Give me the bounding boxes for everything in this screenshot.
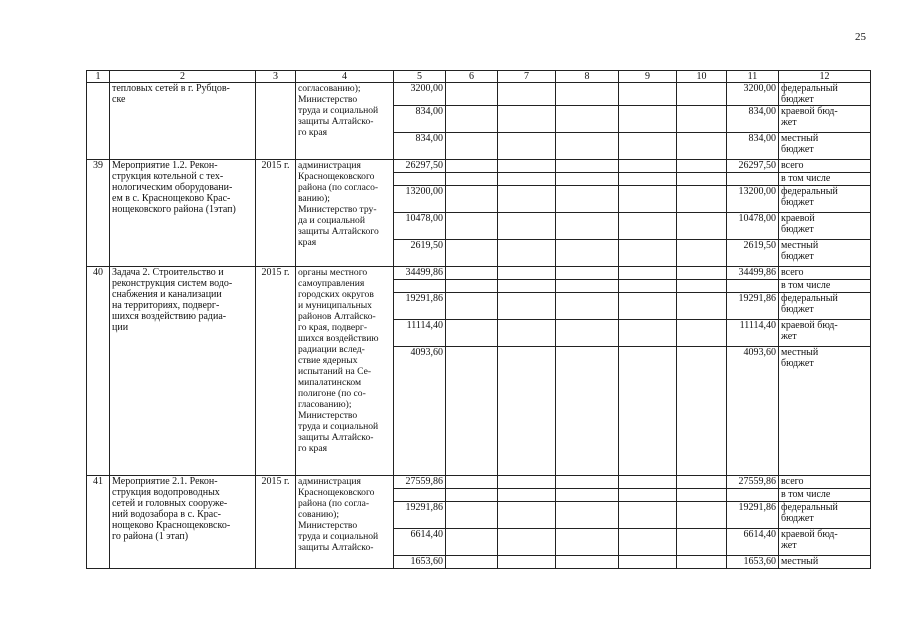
header-row: [87, 71, 871, 83]
amount-col11-cell: 834,00: [727, 133, 779, 160]
empty-col9-cell: [619, 476, 677, 489]
empty-col8-cell: [556, 476, 619, 489]
measure-name-cell: Мероприятие 1.2. Рекон- струкция котельной с тех- нологическим оборудовани- ем в с. Краснощеково Крас- нощековского района (1этап): [110, 160, 256, 267]
empty-col8-cell: [556, 267, 619, 280]
empty-col10-cell: [677, 556, 727, 569]
empty-col7-cell: [498, 489, 556, 502]
empty-col7-cell: [498, 280, 556, 293]
amount-col11-cell: 11114,40: [727, 320, 779, 347]
executor-cell: администрация Краснощековского района (по согласо- ванию); Министерство тру- да и социальной защиты Алтайского края: [296, 160, 394, 267]
empty-col9-cell: [619, 160, 677, 173]
empty-col8-cell: [556, 293, 619, 320]
column-header: 11: [727, 71, 779, 83]
empty-col8-cell: [556, 240, 619, 267]
empty-col10-cell: [677, 186, 727, 213]
funding-source-cell: местный: [779, 556, 871, 569]
empty-col8-cell: [556, 186, 619, 213]
empty-col8-cell: [556, 502, 619, 529]
empty-col7-cell: [498, 83, 556, 106]
column-header: 7: [498, 71, 556, 83]
empty-col7-cell: [498, 213, 556, 240]
amount-col11-cell: 27559,86: [727, 476, 779, 489]
empty-col8-cell: [556, 160, 619, 173]
amount-col5-cell: [394, 280, 446, 293]
empty-col9-cell: [619, 347, 677, 476]
amount-col5-cell: 19291,86: [394, 293, 446, 320]
funding-source-cell: местный бюджет: [779, 133, 871, 160]
empty-col7-cell: [498, 240, 556, 267]
amount-col5-cell: 2619,50: [394, 240, 446, 267]
executor-cell: органы местного самоуправления городских округов и муниципальных районов Алтайско- го края, подверг- шихся воздействию радиации вслед- ствие ядерных испытаний на Се- мипалатинском полигоне (по со- гласованию); Министерство труда и социальной защиты Алтайско- го края: [296, 267, 394, 476]
row-number-cell: 40: [87, 267, 110, 476]
executor-cell: согласованию); Министерство труда и социальной защиты Алтайско- го края: [296, 83, 394, 160]
empty-col7-cell: [498, 133, 556, 160]
empty-col7-cell: [498, 267, 556, 280]
funding-source-cell: федеральный бюджет: [779, 83, 871, 106]
amount-col5-cell: 11114,40: [394, 320, 446, 347]
funding-source-cell: федеральный бюджет: [779, 186, 871, 213]
page-number: 25: [855, 31, 866, 43]
column-header: 10: [677, 71, 727, 83]
empty-col6-cell: [446, 502, 498, 529]
column-header: 2: [110, 71, 256, 83]
empty-col9-cell: [619, 489, 677, 502]
empty-col10-cell: [677, 489, 727, 502]
funding-source-cell: краевой бюджет: [779, 213, 871, 240]
empty-col6-cell: [446, 556, 498, 569]
empty-col9-cell: [619, 173, 677, 186]
empty-col7-cell: [498, 476, 556, 489]
measure-name-cell: Задача 2. Строительство и реконструкция систем водо- снабжения и канализации на территориях, подверг- шихся воздействию радиа- ции: [110, 267, 256, 476]
amount-col5-cell: 1653,60: [394, 556, 446, 569]
column-header: 5: [394, 71, 446, 83]
empty-col10-cell: [677, 280, 727, 293]
empty-col8-cell: [556, 556, 619, 569]
amount-col5-cell: [394, 489, 446, 502]
empty-col8-cell: [556, 529, 619, 556]
empty-col10-cell: [677, 133, 727, 160]
empty-col8-cell: [556, 83, 619, 106]
empty-col6-cell: [446, 347, 498, 476]
empty-col8-cell: [556, 213, 619, 240]
empty-col10-cell: [677, 173, 727, 186]
empty-col7-cell: [498, 293, 556, 320]
empty-col6-cell: [446, 106, 498, 133]
amount-col5-cell: [394, 173, 446, 186]
empty-col10-cell: [677, 106, 727, 133]
empty-col6-cell: [446, 83, 498, 106]
empty-col10-cell: [677, 267, 727, 280]
measure-name-cell: тепловых сетей в г. Рубцов- ске: [110, 83, 256, 160]
funding-source-cell: всего: [779, 267, 871, 280]
empty-col8-cell: [556, 489, 619, 502]
empty-col10-cell: [677, 83, 727, 106]
funding-source-cell: местный бюджет: [779, 347, 871, 476]
funding-source-cell: краевой бюд- жет: [779, 529, 871, 556]
empty-col9-cell: [619, 529, 677, 556]
empty-col9-cell: [619, 133, 677, 160]
amount-col11-cell: 6614,40: [727, 529, 779, 556]
table-row: [87, 83, 871, 106]
empty-col7-cell: [498, 347, 556, 476]
empty-col6-cell: [446, 489, 498, 502]
empty-col9-cell: [619, 83, 677, 106]
empty-col6-cell: [446, 529, 498, 556]
empty-col10-cell: [677, 320, 727, 347]
empty-col6-cell: [446, 476, 498, 489]
empty-col7-cell: [498, 556, 556, 569]
empty-col7-cell: [498, 502, 556, 529]
column-header: 4: [296, 71, 394, 83]
amount-col11-cell: 26297,50: [727, 160, 779, 173]
empty-col6-cell: [446, 186, 498, 213]
empty-col10-cell: [677, 529, 727, 556]
empty-col7-cell: [498, 160, 556, 173]
amount-col11-cell: 34499,86: [727, 267, 779, 280]
empty-col7-cell: [498, 173, 556, 186]
column-header: 6: [446, 71, 498, 83]
empty-col9-cell: [619, 320, 677, 347]
amount-col5-cell: 834,00: [394, 133, 446, 160]
empty-col9-cell: [619, 106, 677, 133]
amount-col11-cell: 4093,60: [727, 347, 779, 476]
amount-col5-cell: 4093,60: [394, 347, 446, 476]
funding-source-cell: краевой бюд- жет: [779, 106, 871, 133]
amount-col11-cell: 10478,00: [727, 213, 779, 240]
column-header: 9: [619, 71, 677, 83]
amount-col5-cell: 19291,86: [394, 502, 446, 529]
empty-col6-cell: [446, 160, 498, 173]
year-cell: 2015 г.: [256, 267, 296, 476]
empty-col10-cell: [677, 476, 727, 489]
amount-col11-cell: [727, 280, 779, 293]
empty-col7-cell: [498, 186, 556, 213]
empty-col10-cell: [677, 347, 727, 476]
amount-col5-cell: 13200,00: [394, 186, 446, 213]
amount-col5-cell: 26297,50: [394, 160, 446, 173]
funding-source-cell: федеральный бюджет: [779, 502, 871, 529]
empty-col8-cell: [556, 133, 619, 160]
empty-col6-cell: [446, 213, 498, 240]
empty-col10-cell: [677, 213, 727, 240]
amount-col11-cell: 13200,00: [727, 186, 779, 213]
amount-col11-cell: 19291,86: [727, 502, 779, 529]
row-number-cell: [87, 83, 110, 160]
empty-col9-cell: [619, 293, 677, 320]
amount-col11-cell: 19291,86: [727, 293, 779, 320]
amount-col11-cell: 2619,50: [727, 240, 779, 267]
empty-col9-cell: [619, 186, 677, 213]
executor-cell: администрация Краснощековского района (по согла- сованию); Министерство труда и социальной защиты Алтайско-: [296, 476, 394, 569]
table-row: [87, 160, 871, 173]
funding-source-cell: всего: [779, 476, 871, 489]
funding-source-cell: в том числе: [779, 173, 871, 186]
empty-col7-cell: [498, 320, 556, 347]
empty-col6-cell: [446, 133, 498, 160]
amount-col11-cell: 834,00: [727, 106, 779, 133]
empty-col6-cell: [446, 320, 498, 347]
column-header: 3: [256, 71, 296, 83]
table-row: [87, 476, 871, 489]
empty-col8-cell: [556, 280, 619, 293]
funding-source-cell: в том числе: [779, 489, 871, 502]
empty-col9-cell: [619, 556, 677, 569]
empty-col6-cell: [446, 173, 498, 186]
year-cell: [256, 83, 296, 160]
empty-col9-cell: [619, 240, 677, 267]
column-header: 1: [87, 71, 110, 83]
amount-col5-cell: 6614,40: [394, 529, 446, 556]
empty-col10-cell: [677, 240, 727, 267]
empty-col9-cell: [619, 213, 677, 240]
amount-col5-cell: 834,00: [394, 106, 446, 133]
row-number-cell: 41: [87, 476, 110, 569]
amount-col5-cell: 34499,86: [394, 267, 446, 280]
empty-col9-cell: [619, 502, 677, 529]
empty-col10-cell: [677, 502, 727, 529]
empty-col10-cell: [677, 293, 727, 320]
empty-col10-cell: [677, 160, 727, 173]
amount-col11-cell: 1653,60: [727, 556, 779, 569]
funding-source-cell: федеральный бюджет: [779, 293, 871, 320]
amount-col5-cell: 27559,86: [394, 476, 446, 489]
table-row: [87, 267, 871, 280]
empty-col8-cell: [556, 347, 619, 476]
row-number-cell: 39: [87, 160, 110, 267]
empty-col6-cell: [446, 280, 498, 293]
funding-source-cell: краевой бюд- жет: [779, 320, 871, 347]
funding-source-cell: в том числе: [779, 280, 871, 293]
empty-col9-cell: [619, 267, 677, 280]
funding-source-cell: местный бюджет: [779, 240, 871, 267]
empty-col7-cell: [498, 529, 556, 556]
empty-col6-cell: [446, 267, 498, 280]
amount-col5-cell: 3200,00: [394, 83, 446, 106]
amount-col11-cell: [727, 489, 779, 502]
year-cell: 2015 г.: [256, 160, 296, 267]
empty-col6-cell: [446, 240, 498, 267]
empty-col9-cell: [619, 280, 677, 293]
measure-name-cell: Мероприятие 2.1. Рекон- струкция водопроводных сетей и головных сооруже- ний водозабора в с. Крас- нощеково Краснощековско- го района (1 этап): [110, 476, 256, 569]
empty-col6-cell: [446, 293, 498, 320]
column-header: 12: [779, 71, 871, 83]
budget-table: [86, 70, 871, 569]
empty-col7-cell: [498, 106, 556, 133]
funding-source-cell: всего: [779, 160, 871, 173]
empty-col8-cell: [556, 106, 619, 133]
empty-col8-cell: [556, 320, 619, 347]
amount-col11-cell: 3200,00: [727, 83, 779, 106]
amount-col5-cell: 10478,00: [394, 213, 446, 240]
amount-col11-cell: [727, 173, 779, 186]
year-cell: 2015 г.: [256, 476, 296, 569]
column-header: 8: [556, 71, 619, 83]
empty-col8-cell: [556, 173, 619, 186]
